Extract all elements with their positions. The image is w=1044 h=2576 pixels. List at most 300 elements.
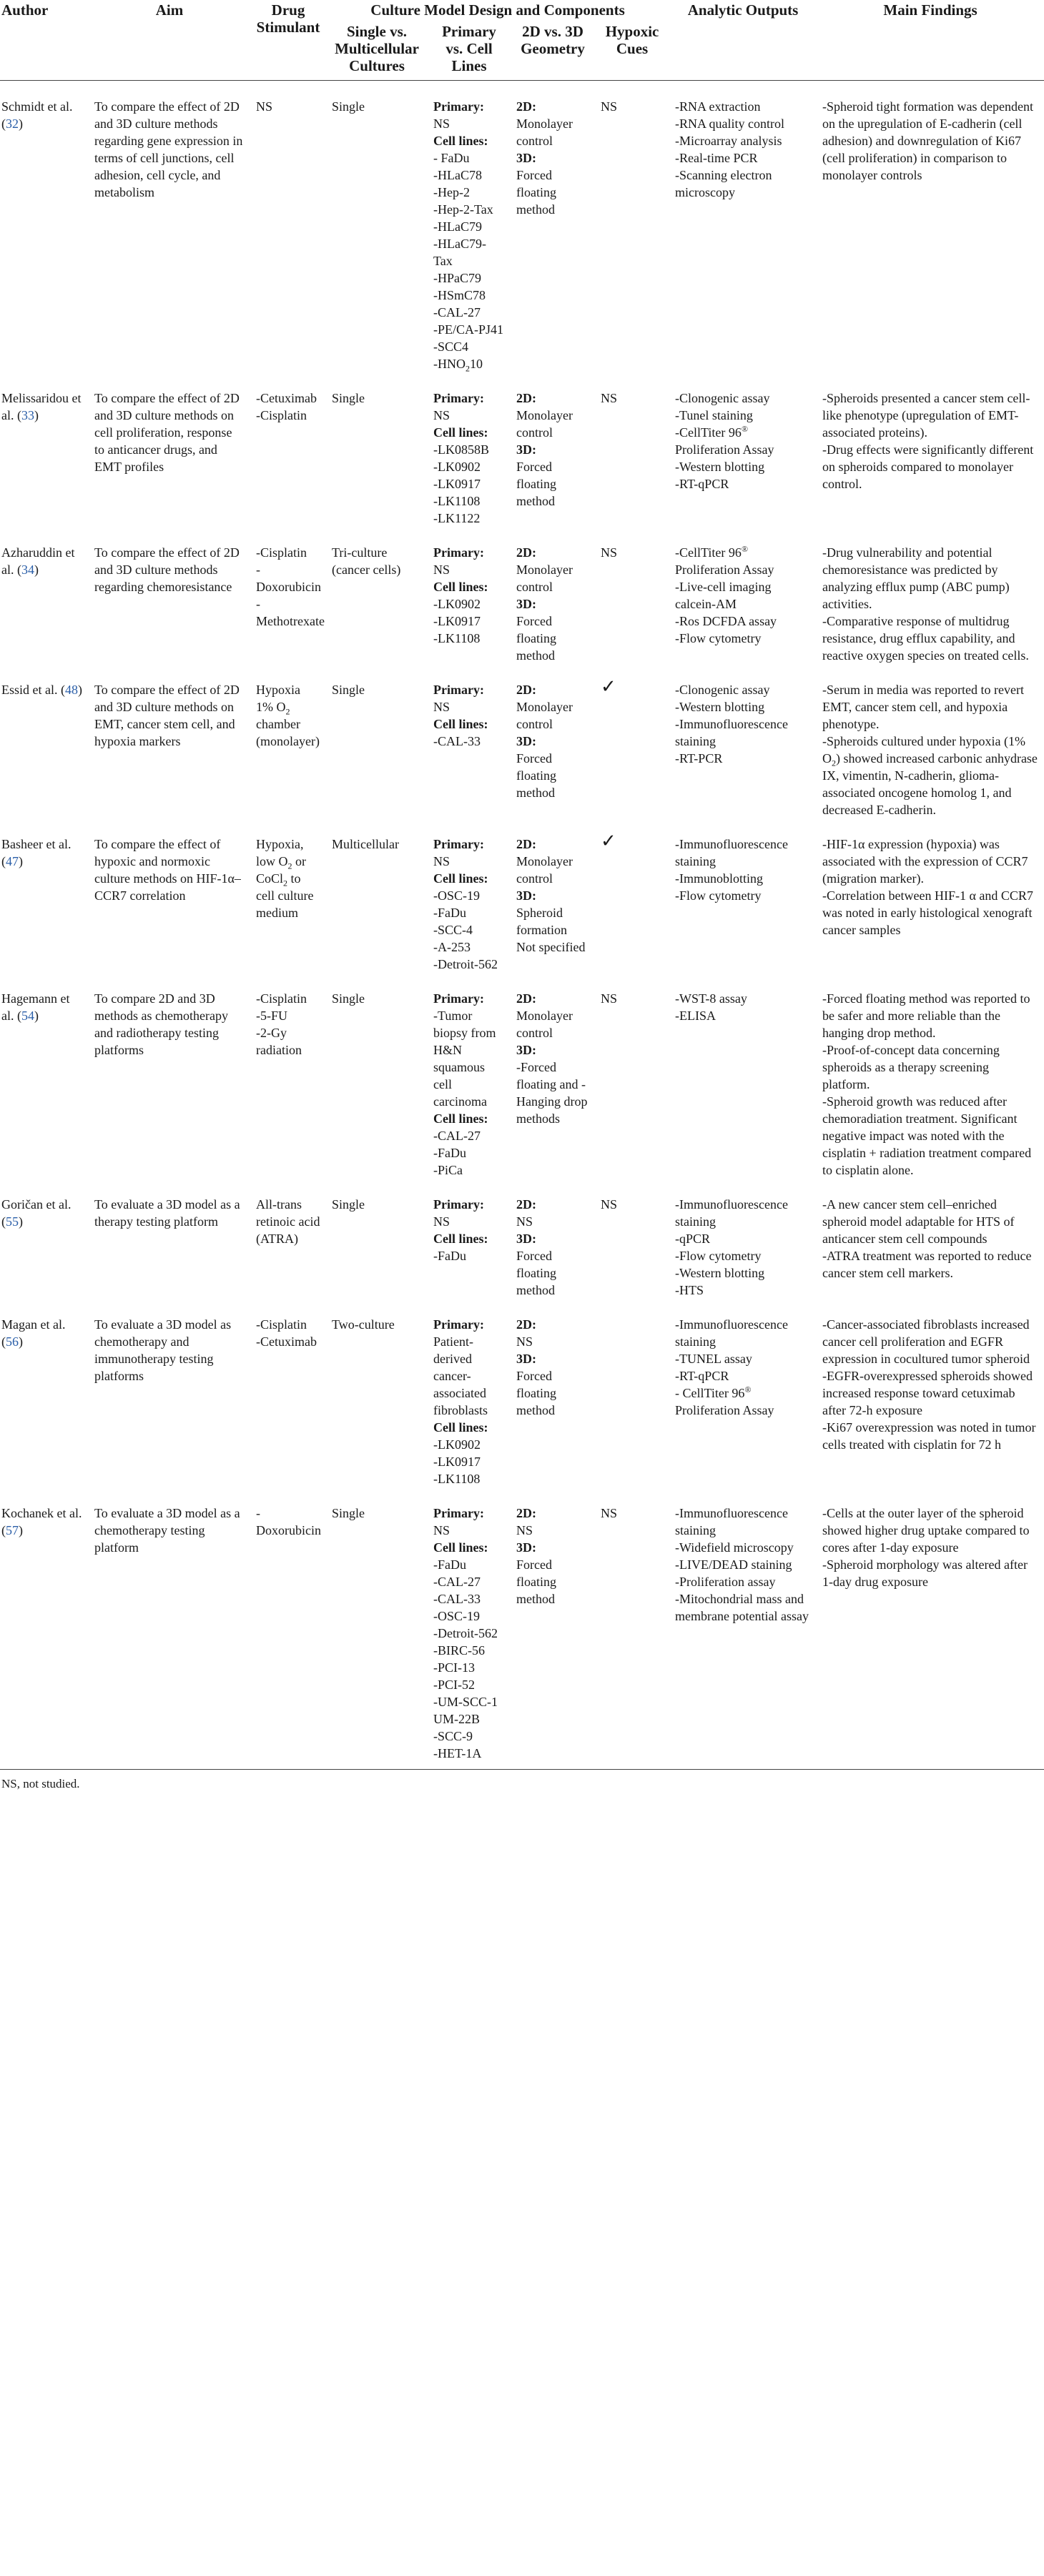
aim-cell: To compare the effect of 2D and 3D culture methods on cell proliferation, response to anticancer drugs, and EMT profiles bbox=[94, 391, 240, 474]
primary-value: NS bbox=[433, 1214, 450, 1229]
author-cell: Melissaridou et al. (33) bbox=[1, 391, 82, 422]
table-row bbox=[0, 372, 1044, 527]
cell-line-line: -LK0902 bbox=[433, 1437, 481, 1452]
drug-line: -Cisplatin bbox=[256, 991, 307, 1006]
hypoxic-cell bbox=[595, 1299, 669, 1487]
analytic-line: -Immunoblotting bbox=[675, 871, 764, 886]
geometry-2d-value: Monolayer control bbox=[516, 1009, 573, 1040]
analytic-line: -Live-cell imaging calcein-AM bbox=[675, 580, 772, 611]
primary-label: Primary: bbox=[433, 1197, 484, 1212]
primary-label: Primary: bbox=[433, 391, 484, 405]
author-cell: Kochanek et al. (57) bbox=[1, 1506, 82, 1537]
primary-value: Patient-derived cancer-associated fibroblasts bbox=[433, 1334, 488, 1417]
findings-cell bbox=[817, 1299, 1044, 1487]
drug-line: Hypoxia, low $O_2$ or CoCl$_2$ to cell culture medium bbox=[256, 837, 314, 920]
analytic-cell bbox=[669, 1487, 817, 1769]
primary-cell-lines-cell bbox=[428, 1299, 511, 1487]
header-geometry: 2D vs. 3D Geometry bbox=[521, 23, 585, 57]
analytic-line: -HTS bbox=[675, 1283, 704, 1297]
findings-cell bbox=[817, 664, 1044, 818]
analytic-line: -Scanning electron microscopy bbox=[675, 168, 772, 199]
drug-line: -Cetuximab bbox=[256, 391, 317, 405]
cell-line-line: -PCI-52 bbox=[433, 1678, 475, 1692]
drug-line: -2-Gy radiation bbox=[256, 1026, 302, 1057]
geometry-2d-label: 2D: bbox=[516, 683, 536, 697]
cell-line-line: -Hep-2 bbox=[433, 185, 470, 199]
cell-line-line: -FaDu bbox=[433, 1249, 466, 1263]
geometry-3d-value: Forced floating method bbox=[516, 1249, 556, 1297]
culture-type-cell: Single bbox=[332, 391, 365, 405]
cell-lines-label: Cell lines: bbox=[433, 1420, 488, 1435]
header-author: Author bbox=[1, 1, 49, 19]
aim-cell: To compare the effect of hypoxic and normoxic culture methods on HIF-1α–CCR7 correlation bbox=[94, 837, 241, 903]
hypoxic-cell: NS bbox=[601, 545, 618, 560]
geometry-2d-value: NS bbox=[516, 1334, 533, 1349]
cell-lines-label: Cell lines: bbox=[433, 871, 488, 886]
reference-link[interactable]: 47 bbox=[6, 854, 19, 868]
analytic-cell bbox=[669, 664, 817, 818]
drug-cell bbox=[250, 1487, 326, 1769]
finding-line: -Drug effects were significantly different on spheroids compared to monolayer control. bbox=[822, 442, 1034, 491]
drug-line: -Doxorubicin bbox=[256, 1506, 321, 1537]
check-icon: ✓ bbox=[601, 676, 616, 697]
header-culture-group: Culture Model Design and Components bbox=[370, 1, 625, 19]
analytic-line: -ELISA bbox=[675, 1009, 716, 1023]
cell-line-line: -HPaC79 bbox=[433, 271, 481, 285]
drug-line: -Cisplatin bbox=[256, 1317, 307, 1332]
table-row bbox=[0, 818, 1044, 973]
drug-cell bbox=[250, 527, 326, 664]
analytic-cell bbox=[669, 818, 817, 973]
primary-value: NS bbox=[433, 700, 450, 714]
primary-label: Primary: bbox=[433, 683, 484, 697]
geometry-3d-label: 3D: bbox=[516, 442, 536, 457]
findings-cell bbox=[817, 372, 1044, 527]
cell-line-line: -Detroit-562 bbox=[433, 957, 498, 971]
analytic-line: -Western blotting bbox=[675, 1266, 765, 1280]
culture-type-cell: Single bbox=[332, 99, 365, 114]
culture-type-cell: Multicellular bbox=[332, 837, 399, 851]
header-hypoxic: Hypoxic Cues bbox=[605, 23, 659, 57]
geometry-3d-label: 3D: bbox=[516, 734, 536, 748]
author-cell: Essid et al. (48) bbox=[1, 683, 82, 697]
cell-lines-label: Cell lines: bbox=[433, 134, 488, 148]
drug-line: -Cisplatin bbox=[256, 545, 307, 560]
cell-line-line: -HLaC78 bbox=[433, 168, 482, 182]
geometry-3d-label: 3D: bbox=[516, 888, 536, 903]
table-row bbox=[0, 973, 1044, 1179]
cell-lines-label: Cell lines: bbox=[433, 717, 488, 731]
geometry-2d-label: 2D: bbox=[516, 991, 536, 1006]
drug-cell bbox=[250, 664, 326, 818]
findings-cell bbox=[817, 818, 1044, 973]
cell-lines-label: Cell lines: bbox=[433, 1540, 488, 1555]
finding-line: -Spheroid growth was reduced after chemoradiation treatment. Significant negative impact was noted with the cisplatin + radiation treatment compared to cisplatin alone. bbox=[822, 1094, 1032, 1177]
cell-lines-label: Cell lines: bbox=[433, 1232, 488, 1246]
finding-line: -Spheroids presented a cancer stem cell-like phenotype (upregulation of EMT-associated proteins). bbox=[822, 391, 1030, 440]
cell-line-line: -HLaC79 bbox=[433, 219, 482, 234]
analytic-line: -RT-PCR bbox=[675, 751, 723, 766]
author-cell: Basheer et al. (47) bbox=[1, 837, 72, 868]
cell-line-line: -LK0902 bbox=[433, 460, 481, 474]
cell-line-line: -LK1122 bbox=[433, 511, 481, 525]
finding-line: -Ki67 overexpression was noted in tumor cells treated with cisplatin for 72 h bbox=[822, 1420, 1036, 1452]
geometry-2d-label: 2D: bbox=[516, 837, 536, 851]
aim-cell: To compare the effect of 2D and 3D culture methods regarding chemoresistance bbox=[94, 545, 240, 594]
finding-line: -Cells at the outer layer of the spheroid showed higher drug uptake compared to cores after 1-day exposure bbox=[822, 1506, 1030, 1555]
hypoxic-cell: NS bbox=[601, 1506, 618, 1520]
cell-line-line: -SCC4 bbox=[433, 340, 469, 354]
header-drug: Drug Stimulant bbox=[256, 1, 320, 36]
reference-link[interactable]: 33 bbox=[21, 408, 34, 422]
cell-line-line: -A-253 bbox=[433, 940, 471, 954]
geometry-2d-value: Monolayer control bbox=[516, 117, 573, 148]
geometry-2d-label: 2D: bbox=[516, 545, 536, 560]
analytic-line: -Western blotting bbox=[675, 460, 765, 474]
findings-cell bbox=[817, 973, 1044, 1179]
analytic-line: -Immunofluorescence staining bbox=[675, 717, 788, 748]
geometry-cell bbox=[511, 1179, 595, 1299]
geometry-cell bbox=[511, 372, 595, 527]
cell-lines-label: Cell lines: bbox=[433, 425, 488, 440]
drug-line: -Doxorubicin bbox=[256, 563, 321, 594]
cell-line-line: -Hep-2-Tax bbox=[433, 202, 493, 217]
geometry-2d-label: 2D: bbox=[516, 391, 536, 405]
analytic-line: -RNA extraction bbox=[675, 99, 761, 114]
geometry-2d-label: 2D: bbox=[516, 1197, 536, 1212]
findings-cell bbox=[817, 1179, 1044, 1299]
author-name: Kochanek et al. bbox=[1, 1506, 82, 1520]
aim-cell: To compare the effect of 2D and 3D culture methods on EMT, cancer stem cell, and hypoxia markers bbox=[94, 683, 240, 748]
geometry-3d-label: 3D: bbox=[516, 1352, 536, 1366]
reference-link[interactable]: 56 bbox=[6, 1334, 19, 1349]
geometry-3d-value: Forced floating method bbox=[516, 1557, 556, 1606]
primary-cell-lines-cell bbox=[428, 527, 511, 664]
drug-cell bbox=[250, 818, 326, 973]
reference-link[interactable]: 34 bbox=[21, 563, 34, 577]
analytic-line: -Flow cytometry bbox=[675, 631, 762, 645]
aim-cell: To evaluate a 3D model as chemotherapy and immunotherapy testing platforms bbox=[94, 1317, 232, 1383]
geometry-2d-label: 2D: bbox=[516, 1506, 536, 1520]
drug-cell bbox=[250, 81, 326, 373]
cell-line-line: -LK0858B bbox=[433, 442, 489, 457]
author-name: Essid et al. bbox=[1, 683, 58, 697]
analytic-line: -Microarray analysis bbox=[675, 134, 782, 148]
cell-line-line: -FaDu bbox=[433, 906, 466, 920]
drug-line: -Cetuximab bbox=[256, 1334, 317, 1349]
analytic-line: -LIVE/DEAD staining bbox=[675, 1557, 792, 1572]
author-name: Goričan et al. bbox=[1, 1197, 72, 1212]
hypoxic-cell: NS bbox=[601, 991, 618, 1006]
finding-line: -HIF-1α expression (hypoxia) was associated with the expression of CCR7 (migration marker). bbox=[822, 837, 1028, 886]
geometry-2d-label: 2D: bbox=[516, 1317, 536, 1332]
analytic-cell bbox=[669, 973, 817, 1179]
culture-type-cell: Single bbox=[332, 683, 365, 697]
cell-line-line: -FaDu bbox=[433, 1557, 466, 1572]
cell-line-line: -LK0917 bbox=[433, 1455, 481, 1469]
finding-line: -Cancer-associated fibroblasts increased cancer cell proliferation and EGFR expression in cocultured tumor spheroid bbox=[822, 1317, 1030, 1366]
geometry-3d-value: Forced floating method bbox=[516, 168, 556, 217]
analytic-line: -CellTiter 96® Proliferation Assay bbox=[675, 424, 774, 457]
finding-line: -Proof-of-concept data concerning spheroids as a therapy screening platform. bbox=[822, 1043, 1000, 1091]
footnote: NS, not studied. bbox=[0, 1769, 1044, 1791]
author-cell: Azharuddin et al. (34) bbox=[1, 545, 75, 577]
geometry-3d-value: Forced floating method bbox=[516, 460, 556, 508]
check-icon: ✓ bbox=[601, 831, 616, 851]
cell-line-line: -HLaC79-Tax bbox=[433, 237, 486, 268]
cell-line-line: -PCI-13 bbox=[433, 1660, 475, 1675]
primary-value: NS bbox=[433, 563, 450, 577]
geometry-3d-label: 3D: bbox=[516, 1043, 536, 1057]
drug-line: NS bbox=[256, 99, 273, 114]
analytic-line: -Proliferation assay bbox=[675, 1575, 776, 1589]
header-aim: Aim bbox=[155, 1, 184, 19]
geometry-cell bbox=[511, 81, 595, 373]
table-header bbox=[0, 0, 1044, 81]
geometry-3d-label: 3D: bbox=[516, 1232, 536, 1246]
cell-line-line: -LK0902 bbox=[433, 597, 481, 611]
primary-value: NS bbox=[433, 117, 450, 131]
header-findings: Main Findings bbox=[883, 1, 977, 19]
analytic-cell bbox=[669, 81, 817, 373]
aim-cell: To evaluate a 3D model as a chemotherapy testing platform bbox=[94, 1506, 240, 1555]
reference-link[interactable]: 57 bbox=[6, 1523, 19, 1537]
cell-line-line: $-HNO_210$ bbox=[433, 357, 483, 374]
finding-line: -Forced floating method was reported to be safer and more reliable than the hanging drop method. bbox=[822, 991, 1030, 1040]
analytic-line: -RT-qPCR bbox=[675, 1369, 729, 1383]
geometry-cell bbox=[511, 1487, 595, 1769]
cell-lines-label: Cell lines: bbox=[433, 580, 488, 594]
geometry-3d-value: Forced floating method bbox=[516, 1369, 556, 1417]
reference-link[interactable]: 55 bbox=[6, 1214, 19, 1229]
primary-value: -Tumor biopsy from H&N squamous cell carcinoma bbox=[433, 1009, 496, 1109]
analytic-line: -Immunofluorescence staining bbox=[675, 1197, 788, 1229]
primary-cell-lines-cell bbox=[428, 1487, 511, 1769]
geometry-2d-value: Monolayer control bbox=[516, 700, 573, 731]
drug-line: All-trans retinoic acid (ATRA) bbox=[256, 1197, 320, 1246]
table-row bbox=[0, 1487, 1044, 1769]
analytic-line: -Ros DCFDA assay bbox=[675, 614, 777, 628]
culture-type-cell: Single bbox=[332, 1506, 365, 1520]
primary-cell-lines-cell bbox=[428, 818, 511, 973]
analytic-cell bbox=[669, 372, 817, 527]
cell-line-line: -SCC-4 bbox=[433, 923, 473, 937]
author-name: Azharuddin et al. bbox=[1, 545, 75, 577]
table-row bbox=[0, 664, 1044, 818]
analytic-line: -Mitochondrial mass and membrane potential assay bbox=[675, 1592, 809, 1623]
cell-line-line: -Detroit-562 bbox=[433, 1626, 498, 1640]
finding-line: -Spheroid tight formation was dependent on the upregulation of E-cadherin (cell adhesion) and downregulation of Ki67 (cell proliferation) in comparison to monolayer controls bbox=[822, 99, 1033, 182]
cell-line-line: -OSC-19 bbox=[433, 888, 481, 903]
author-cell: Schmidt et al. (32) bbox=[1, 99, 73, 131]
cell-line-line: -PiCa bbox=[433, 1163, 463, 1177]
geometry-cell bbox=[511, 973, 595, 1179]
cell-line-line: -BIRC-56 bbox=[433, 1643, 485, 1658]
header-primary-cell: Primary vs. Cell Lines bbox=[442, 23, 496, 74]
geometry-2d-value: Monolayer control bbox=[516, 854, 573, 886]
analytic-line: -Flow cytometry bbox=[675, 888, 762, 903]
cell-line-line: -CAL-27 bbox=[433, 305, 481, 319]
reference-link[interactable]: 32 bbox=[6, 117, 19, 131]
reference-link[interactable]: 48 bbox=[65, 683, 78, 697]
primary-value: NS bbox=[433, 854, 450, 868]
hypoxic-cell: NS bbox=[601, 99, 618, 114]
aim-cell: To evaluate a 3D model as a therapy testing platform bbox=[94, 1197, 240, 1229]
finding-line: -Serum in media was reported to revert EMT, cancer stem cell, and hypoxia phenotype. bbox=[822, 683, 1024, 731]
geometry-3d-value: -Forced floating and -Hanging drop methods bbox=[516, 1060, 588, 1126]
primary-value: NS bbox=[433, 408, 450, 422]
finding-line: -Comparative response of multidrug resistance, drug efflux capability, and reactive oxygen species on treated cells. bbox=[822, 614, 1029, 663]
finding-line: -EGFR-overexpressed spheroids showed increased response toward cetuximab after 72-h exposure bbox=[822, 1369, 1033, 1417]
aim-cell: To compare 2D and 3D methods as chemotherapy and radiotherapy testing platforms bbox=[94, 991, 228, 1057]
cell-line-line: -PE/CA-PJ41 bbox=[433, 322, 504, 337]
analytic-line: -Immunofluorescence staining bbox=[675, 1317, 788, 1349]
primary-cell-lines-cell bbox=[428, 81, 511, 373]
analytic-line: -Immunofluorescence staining bbox=[675, 1506, 788, 1537]
analytic-line: -Western blotting bbox=[675, 700, 765, 714]
geometry-3d-value: Spheroid formation Not specified bbox=[516, 906, 586, 954]
author-name: Melissaridou et al. bbox=[1, 391, 82, 422]
drug-line: Hypoxia 1% $O_2$ chamber (monolayer) bbox=[256, 683, 320, 748]
culture-type-cell: Tri-culture (cancer cells) bbox=[332, 545, 401, 577]
cell-line-line: -OSC-19 bbox=[433, 1609, 481, 1623]
drug-cell bbox=[250, 1299, 326, 1487]
header-analytic: Analytic Outputs bbox=[687, 1, 799, 19]
table-row bbox=[0, 1299, 1044, 1487]
primary-cell-lines-cell bbox=[428, 973, 511, 1179]
geometry-2d-value: NS bbox=[516, 1214, 533, 1229]
geometry-2d-value: Monolayer control bbox=[516, 563, 573, 594]
cell-line-line: -SCC-9 bbox=[433, 1729, 473, 1743]
author-cell: Hagemann et al. (54) bbox=[1, 991, 70, 1023]
findings-cell bbox=[817, 527, 1044, 664]
finding-line: -Spheroid morphology was altered after 1-day drug exposure bbox=[822, 1557, 1028, 1589]
geometry-2d-value: Monolayer control bbox=[516, 408, 573, 440]
table-row bbox=[0, 1179, 1044, 1299]
geometry-cell bbox=[511, 527, 595, 664]
analytic-line: -Flow cytometry bbox=[675, 1249, 762, 1263]
author-name: Magan et al. bbox=[1, 1317, 66, 1332]
cell-line-line: -CAL-33 bbox=[433, 734, 481, 748]
geometry-3d-label: 3D: bbox=[516, 1540, 536, 1555]
analytic-line: - CellTiter 96® Proliferation Assay bbox=[675, 1384, 774, 1417]
drug-cell bbox=[250, 1179, 326, 1299]
primary-label: Primary: bbox=[433, 1317, 484, 1332]
primary-cell-lines-cell bbox=[428, 372, 511, 527]
findings-cell bbox=[817, 81, 1044, 373]
table-row bbox=[0, 527, 1044, 664]
analytic-line: -Real-time PCR bbox=[675, 151, 758, 165]
cell-line-line: -UM-SCC-1 bbox=[433, 1695, 498, 1709]
primary-label: Primary: bbox=[433, 545, 484, 560]
analytic-line: -Clonogenic assay bbox=[675, 683, 770, 697]
finding-line: -ATRA treatment was reported to reduce cancer stem cell markers. bbox=[822, 1249, 1032, 1280]
cell-line-line: - FaDu bbox=[433, 151, 470, 165]
finding-line: -Spheroids cultured under hypoxia (1% $O_2$) showed increased carbonic anhydrase IX, vimentin, N-cadherin, glioma-associated oncogene homolog 1, and decreased E-cadherin. bbox=[822, 734, 1038, 817]
aim-cell: To compare the effect of 2D and 3D culture methods regarding gene expression in terms of cell junctions, cell adhesion, cell cycle, and metabolism bbox=[94, 99, 243, 199]
analytic-line: -RT-qPCR bbox=[675, 477, 729, 491]
table-row bbox=[0, 81, 1044, 373]
geometry-3d-label: 3D: bbox=[516, 597, 536, 611]
geometry-2d-label: 2D: bbox=[516, 99, 536, 114]
author-name: Schmidt et al. bbox=[1, 99, 73, 114]
cell-line-line: -CAL-27 bbox=[433, 1575, 481, 1589]
finding-line: -A new cancer stem cell–enriched spheroid model adaptable for HTS of anticancer stem cell compounds bbox=[822, 1197, 1015, 1246]
cell-line-line: -LK1108 bbox=[433, 1472, 481, 1486]
cell-line-line: -CAL-33 bbox=[433, 1592, 481, 1606]
analytic-cell bbox=[669, 1179, 817, 1299]
cell-line-line: -HET-1A bbox=[433, 1746, 482, 1760]
header-single-multi: Single vs. Multicellular Cultures bbox=[335, 23, 419, 74]
analytic-line: -Immunofluorescence staining bbox=[675, 837, 788, 868]
cell-line-line: -CAL-27 bbox=[433, 1129, 481, 1143]
primary-cell-lines-cell bbox=[428, 664, 511, 818]
cell-lines-label: Cell lines: bbox=[433, 1111, 488, 1126]
analytic-line: -WST-8 assay bbox=[675, 991, 747, 1006]
primary-label: Primary: bbox=[433, 991, 484, 1006]
analytic-line: -CellTiter 96® Proliferation Assay bbox=[675, 544, 774, 577]
cell-line-line: -HSmC78 bbox=[433, 288, 486, 302]
culture-type-cell: Two-culture bbox=[332, 1317, 395, 1332]
analytic-cell bbox=[669, 1299, 817, 1487]
analytic-line: -Clonogenic assay bbox=[675, 391, 770, 405]
analytic-line: -RNA quality control bbox=[675, 117, 785, 131]
primary-label: Primary: bbox=[433, 1506, 484, 1520]
author-cell: Goričan et al. (55) bbox=[1, 1197, 72, 1229]
analytic-line: -Tunel staining bbox=[675, 408, 753, 422]
cell-line-line: -LK1108 bbox=[433, 494, 481, 508]
author-name: Basheer et al. bbox=[1, 837, 72, 851]
geometry-3d-value: Forced floating method bbox=[516, 751, 556, 800]
cell-line-line: -LK1108 bbox=[433, 631, 481, 645]
drug-line: -Methotrexate bbox=[256, 597, 325, 628]
culture-type-cell: Single bbox=[332, 991, 365, 1006]
drug-line: -5-FU bbox=[256, 1009, 287, 1023]
analytic-cell bbox=[669, 527, 817, 664]
geometry-cell bbox=[511, 1299, 595, 1487]
analytic-line: -qPCR bbox=[675, 1232, 711, 1246]
reference-link[interactable]: 54 bbox=[21, 1009, 34, 1023]
geometry-3d-value: Forced floating method bbox=[516, 614, 556, 663]
primary-value: NS bbox=[433, 1523, 450, 1537]
drug-line: -Cisplatin bbox=[256, 408, 307, 422]
cell-line-line: -LK0917 bbox=[433, 477, 481, 491]
primary-cell-lines-cell bbox=[428, 1179, 511, 1299]
geometry-cell bbox=[511, 664, 595, 818]
geometry-cell bbox=[511, 818, 595, 973]
analytic-line: -TUNEL assay bbox=[675, 1352, 752, 1366]
cell-line-line: -FaDu bbox=[433, 1146, 466, 1160]
drug-cell bbox=[250, 973, 326, 1179]
geometry-3d-label: 3D: bbox=[516, 151, 536, 165]
cell-line-line: UM-22B bbox=[433, 1712, 481, 1726]
hypoxic-cell: NS bbox=[601, 1197, 618, 1212]
analytic-line: -Widefield microscopy bbox=[675, 1540, 794, 1555]
table-body bbox=[0, 81, 1044, 1770]
culture-type-cell: Single bbox=[332, 1197, 365, 1212]
drug-cell bbox=[250, 372, 326, 527]
cell-line-line: -LK0917 bbox=[433, 614, 481, 628]
geometry-2d-value: NS bbox=[516, 1523, 533, 1537]
finding-line: -Drug vulnerability and potential chemoresistance was predicted by analyzing efflux pump (ABC pump) activities. bbox=[822, 545, 1010, 611]
findings-cell bbox=[817, 1487, 1044, 1769]
finding-line: -Correlation between HIF-1 α and CCR7 was noted in early histological xenograft cancer samples bbox=[822, 888, 1033, 937]
primary-label: Primary: bbox=[433, 99, 484, 114]
author-name: Hagemann et al. bbox=[1, 991, 70, 1023]
author-cell: Magan et al. (56) bbox=[1, 1317, 66, 1349]
primary-label: Primary: bbox=[433, 837, 484, 851]
hypoxic-cell: NS bbox=[601, 391, 618, 405]
